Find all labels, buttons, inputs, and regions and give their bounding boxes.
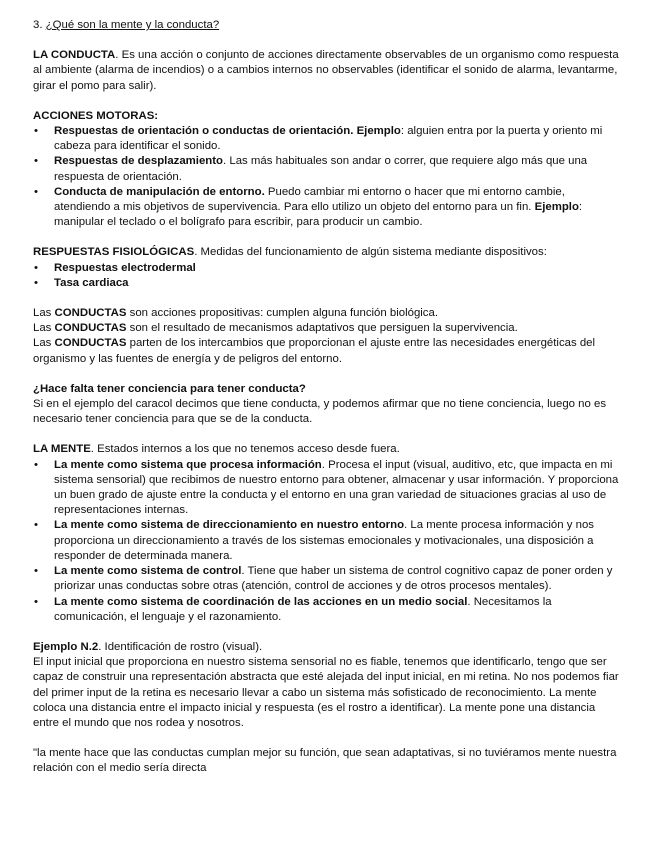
item-bold: Respuestas electrodermal xyxy=(54,261,196,274)
item-text: . Tiene que haber un sistema de control cognitivo capaz de poner orden y priorizar unas conductas sobre otras (atención, control de acciones y de otros procesos mentales). xyxy=(54,565,613,593)
conducta-term: LA CONDUCTA xyxy=(33,49,116,62)
item-bold: La mente como sistema de coordinación de las acciones en un medio social xyxy=(54,595,468,608)
line-bold: CONDUCTAS xyxy=(54,322,127,335)
line-pre: Las xyxy=(33,322,55,335)
list-item xyxy=(33,276,623,291)
item-bold: La mente como sistema de control xyxy=(54,565,242,578)
list-item xyxy=(33,458,623,519)
conducta-definition: . Es una acción o conjunto de acciones directamente observables de un organismo como respuesta al ambiente (alarma de incendios) o a cambios internos no observables (identificar el sonido de alarma, levantarme, girar el pomo para salir). xyxy=(33,49,619,92)
list-item xyxy=(33,261,623,276)
fisiologicas-term: RESPUESTAS FISIOLÓGICAS xyxy=(33,246,195,259)
document-page xyxy=(33,18,623,777)
line-pre: Las xyxy=(33,337,55,350)
mente-paragraph xyxy=(33,442,623,457)
item-bold: Respuestas de orientación o conductas de orientación. xyxy=(54,125,354,138)
item-bold-example: Ejemplo xyxy=(534,201,579,214)
section-title: ¿Qué son la mente y la conducta? xyxy=(45,19,220,31)
conductas-line xyxy=(33,306,623,321)
ejemplo2-title: . Identificación de rostro (visual). xyxy=(98,640,263,653)
fisiologicas-list xyxy=(33,261,623,291)
line-post: parten de los intercambios que proporcionan el ajuste entre las necesidades energéticas del organismo y las fuentes de energía y de peligros del entorno. xyxy=(33,337,596,365)
mente-term: LA MENTE xyxy=(33,443,91,456)
ejemplo2-body: El input inicial que proporciona en nuestro sistema sensorial no es fiable, tenemos que identificarlo, tengo que ser capaz de construir una representación abstracta que esté alejada del input inicial, en mi retina. No nos podemos fiar del primer input de la retina es necesario llevar a cabo un sistema más sofisticado de reconocimiento. La mente coloca una distancia entre el impacto inicial y respuesta (es el rostro a identificar). La mente pone una distancia entre el mundo que nos rodea y nosotros. xyxy=(33,656,619,729)
ejemplo2-heading xyxy=(33,640,623,655)
line-bold: CONDUCTAS xyxy=(54,337,127,350)
section-heading xyxy=(33,18,623,33)
list-item xyxy=(33,564,623,594)
item-text: . Las más habituales son andar o correr, que requiere algo más que una respuesta de orientación. xyxy=(54,155,588,183)
line-bold: CONDUCTAS xyxy=(54,307,127,320)
item-bold: Respuestas de desplazamiento xyxy=(54,155,224,168)
list-item xyxy=(33,595,623,625)
ejemplo2-term: Ejemplo N.2 xyxy=(33,640,99,653)
item-text: . La mente procesa información y nos proporciona un direccionamiento a través de los sistemas emocionales y motivacionales, una disposición a responder de determinada manera. xyxy=(54,519,594,562)
line-pre: Las xyxy=(33,307,55,320)
motoras-list xyxy=(33,124,623,230)
item-text: . Procesa el input (visual, auditivo, etc, que impacta en mi sistema sensorial) que recibimos de nuestro entorno para obtener, almacenar y usar información. Y proporciona un buen grado de ajuste entre la conducta y el entorno en una gran variedad de situaciones gracias al uso de representaciones internas. xyxy=(54,458,619,517)
motoras-heading: ACCIONES MOTORAS: xyxy=(33,109,159,122)
item-text: : manipular el teclado o el bolígrafo para escribir, para producir un cambio. xyxy=(54,201,583,229)
conductas-line xyxy=(33,321,623,336)
list-item xyxy=(33,185,623,231)
mente-list xyxy=(33,458,623,625)
item-bold: Conducta de manipulación de entorno. xyxy=(54,185,265,198)
conciencia-answer: Si en el ejemplo del caracol decimos que tiene conducta, y podemos afirmar que no tiene conciencia, luego no es necesario tener conciencia para que se de la conducta. xyxy=(33,398,607,426)
line-post: son acciones propositivas: cumplen alguna función biológica. xyxy=(126,307,439,320)
list-item xyxy=(33,124,623,154)
section-number: 3. xyxy=(33,19,43,31)
line-post: son el resultado de mecanismos adaptativos que persiguen la supervivencia. xyxy=(126,322,518,335)
mente-definition: . Estados internos a los que no tenemos acceso desde fuera. xyxy=(90,443,400,456)
conciencia-question: ¿Hace falta tener conciencia para tener conducta? xyxy=(33,382,306,395)
item-bold: La mente como sistema que procesa información xyxy=(54,458,322,471)
item-text: . Necesitamos la comunicación, el lenguaje y el razonamiento. xyxy=(54,595,552,623)
item-bold: La mente como sistema de direccionamiento en nuestro entorno xyxy=(54,519,405,532)
item-bold: Tasa cardiaca xyxy=(54,276,129,289)
quote-paragraph: "la mente hace que las conductas cumplan mejor su función, que sean adaptativas, si no tuviéramos mente nuestra relación con el medio sería directa xyxy=(33,747,617,775)
list-item xyxy=(33,154,623,184)
conductas-line xyxy=(33,336,623,366)
fisiologicas-definition: . Medidas del funcionamiento de algún sistema mediante dispositivos: xyxy=(194,246,547,259)
item-text: Puedo cambiar mi entorno o hacer que mi entorno cambie, atendiendo a mis objetivos de supervivencia. Para ello utilizo un objeto del entorno para un fin. xyxy=(54,185,565,214)
list-item xyxy=(33,518,623,564)
item-text: : alguien entra por la puerta y oriento mi cabeza para identificar el sonido. xyxy=(54,125,603,153)
fisiologicas-paragraph xyxy=(33,245,623,260)
conducta-paragraph xyxy=(33,48,623,94)
item-bold-example: Ejemplo xyxy=(356,125,401,138)
